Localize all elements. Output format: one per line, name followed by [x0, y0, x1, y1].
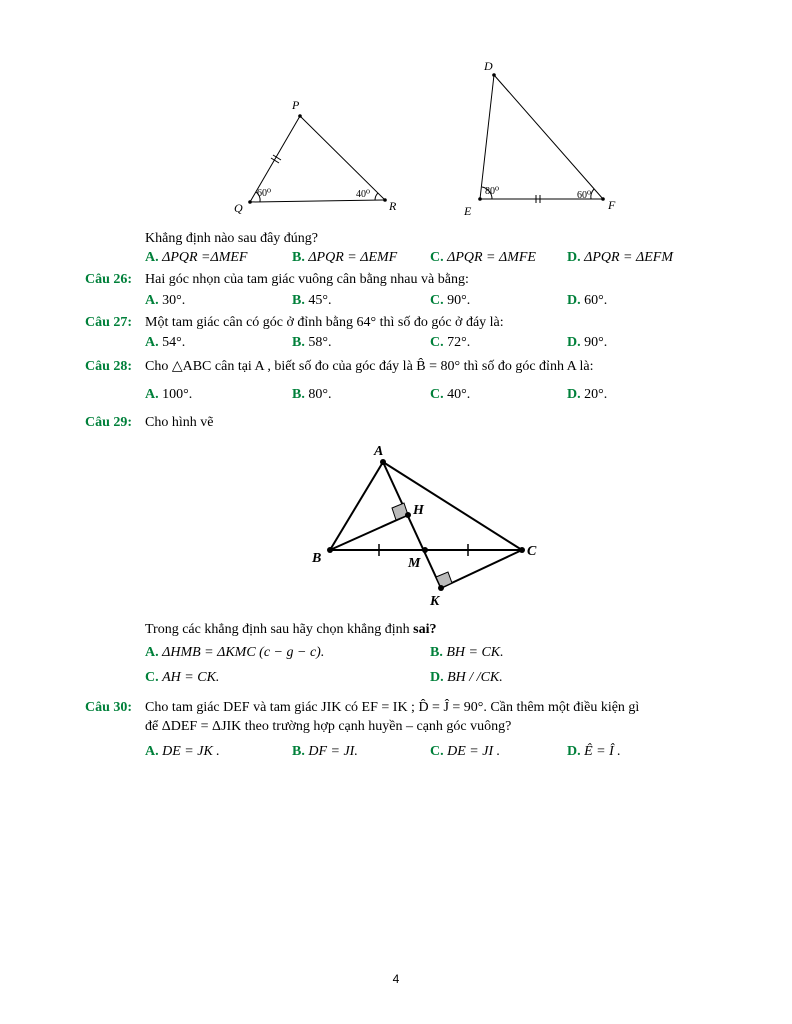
q30-b-text: DF = JI. — [308, 744, 358, 759]
right-angle-h — [392, 503, 408, 520]
q27-stem: Một tam giác cân có góc ở đỉnh bằng 64° thì số đo góc ở đáy là: — [145, 315, 504, 330]
angle-r-label: 40⁰ — [356, 189, 371, 200]
q29-a-label: A. — [145, 645, 159, 660]
q29-c-text: AH = CK. — [162, 670, 220, 685]
label-r: R — [389, 199, 397, 213]
q27-option-c — [430, 335, 470, 351]
q30-option-c — [430, 744, 500, 760]
q26-a-text: 30°. — [162, 293, 186, 308]
q27-d-text: 90°. — [584, 335, 608, 350]
q28-option-b — [292, 387, 331, 403]
q26-d-label: D. — [567, 293, 581, 308]
q27-c-label: C. — [430, 335, 444, 350]
q27-d-label: D. — [567, 335, 581, 350]
q28-option-d — [567, 387, 607, 403]
angle-e-label: 80⁰ — [485, 186, 500, 197]
q29-prompt — [145, 622, 437, 638]
q29-b-label: B. — [430, 645, 443, 660]
q30-number: Câu 30: — [85, 700, 133, 715]
q27-c-text: 72°. — [447, 335, 471, 350]
q28-b-text: 80°. — [308, 387, 332, 402]
q29-option-c — [145, 670, 219, 686]
label-c: C — [527, 544, 537, 559]
q30-a-text: DE = JK . — [162, 744, 220, 759]
label-e: E — [464, 204, 472, 218]
q26-c-label: C. — [430, 293, 444, 308]
q26-b-label: B. — [292, 293, 305, 308]
triangle-def — [480, 75, 603, 203]
q28-d-text: 20°. — [584, 387, 608, 402]
q30-stem-line1: Cho tam giác DEF và tam giác JIK có EF = IK ; D̂ = Ĵ = 90°. Cần thêm một điều kiện gì — [145, 700, 640, 715]
q30-stem-line2: để ΔDEF = ΔJIK theo trường hợp cạnh huyền – cạnh góc vuông? — [145, 719, 512, 734]
q29-c-label: C. — [145, 670, 159, 685]
q29-prompt-bold: sai? — [413, 622, 437, 637]
q27-a-label: A. — [145, 335, 159, 350]
page-number: 4 — [392, 972, 400, 986]
q27-option-a — [145, 335, 185, 351]
q28-option-c — [430, 387, 470, 403]
q30-option-a — [145, 744, 220, 760]
q25-option-d — [567, 250, 673, 266]
q28-a-label: A. — [145, 387, 159, 402]
label-m: M — [408, 556, 421, 571]
q28-number: Câu 28: — [85, 359, 133, 374]
q30-c-text: DE = JI . — [447, 744, 501, 759]
q25-d-text: ΔPQR = ΔEFM — [584, 250, 673, 265]
q30-d-label: D. — [567, 744, 581, 759]
label-q: Q — [234, 201, 243, 215]
q26-b-text: 45°. — [308, 293, 332, 308]
q25-b-text: ΔPQR = ΔEMF — [308, 250, 398, 265]
q29-option-b — [430, 645, 504, 661]
q27-option-b — [292, 335, 331, 351]
angle-f-label: 60⁰ — [577, 190, 592, 201]
q28-d-label: D. — [567, 387, 581, 402]
q29-prompt-text: Trong các khẳng định sau hãy chọn khẳng định — [145, 622, 414, 637]
q26-number: Câu 26: — [85, 272, 133, 287]
label-f: F — [608, 198, 616, 212]
triangles-figure — [220, 55, 640, 225]
q26-stem: Hai góc nhọn của tam giác vuông cân bằng nhau và bằng: — [145, 272, 469, 287]
label-d: D — [484, 59, 493, 73]
q29-option-d — [430, 670, 503, 686]
q29-d-text: BH / /CK. — [447, 670, 503, 685]
q26-c-text: 90°. — [447, 293, 471, 308]
q25-a-text: ΔPQR =ΔMEF — [162, 250, 248, 265]
q27-option-d — [567, 335, 607, 351]
q25-option-c — [430, 250, 536, 266]
q30-c-label: C. — [430, 744, 444, 759]
q25-a-label: A. — [145, 250, 159, 265]
q27-number: Câu 27: — [85, 315, 133, 330]
q30-a-label: A. — [145, 744, 159, 759]
q26-option-c — [430, 293, 470, 309]
q26-option-b — [292, 293, 331, 309]
q28-stem: Cho △ABC cân tại A , biết số đo của góc đáy là B̂ = 80° thì số đo góc đỉnh A là: — [145, 359, 594, 374]
q29-d-label: D. — [430, 670, 444, 685]
q28-c-label: C. — [430, 387, 444, 402]
q29-figure — [300, 438, 550, 613]
q29-option-a — [145, 645, 324, 661]
q30-option-b — [292, 744, 358, 760]
q28-c-text: 40°. — [447, 387, 471, 402]
q27-b-label: B. — [292, 335, 305, 350]
q25-c-label: C. — [430, 250, 444, 265]
q27-b-text: 58°. — [308, 335, 332, 350]
q26-d-text: 60°. — [584, 293, 608, 308]
q29-b-text: BH = CK. — [446, 645, 504, 660]
q28-option-a — [145, 387, 192, 403]
q26-a-label: A. — [145, 293, 159, 308]
q25-d-label: D. — [567, 250, 581, 265]
angle-q-label: 60⁰ — [257, 188, 272, 199]
q29-stem: Cho hình vẽ — [145, 415, 214, 430]
q25-stem: Khẳng định nào sau đây đúng? — [145, 231, 319, 246]
q30-option-d — [567, 744, 621, 760]
label-a: A — [374, 444, 384, 459]
q26-option-d — [567, 293, 607, 309]
q25-b-label: B. — [292, 250, 305, 265]
q25-option-a — [145, 250, 248, 266]
label-k: K — [430, 594, 440, 609]
q30-d-text: Ê = Î . — [584, 744, 621, 759]
q25-c-text: ΔPQR = ΔMFE — [447, 250, 536, 265]
label-b: B — [312, 551, 322, 566]
right-angle-k — [436, 572, 452, 588]
q29-number: Câu 29: — [85, 415, 133, 430]
q25-option-b — [292, 250, 397, 266]
q30-b-label: B. — [292, 744, 305, 759]
q26-option-a — [145, 293, 185, 309]
q28-a-text: 100°. — [162, 387, 193, 402]
q29-a-text: ΔHMB = ΔKMC (c − g − c). — [162, 645, 325, 660]
label-h: H — [413, 503, 424, 518]
q28-b-label: B. — [292, 387, 305, 402]
label-p: P — [292, 98, 300, 112]
q27-a-text: 54°. — [162, 335, 186, 350]
